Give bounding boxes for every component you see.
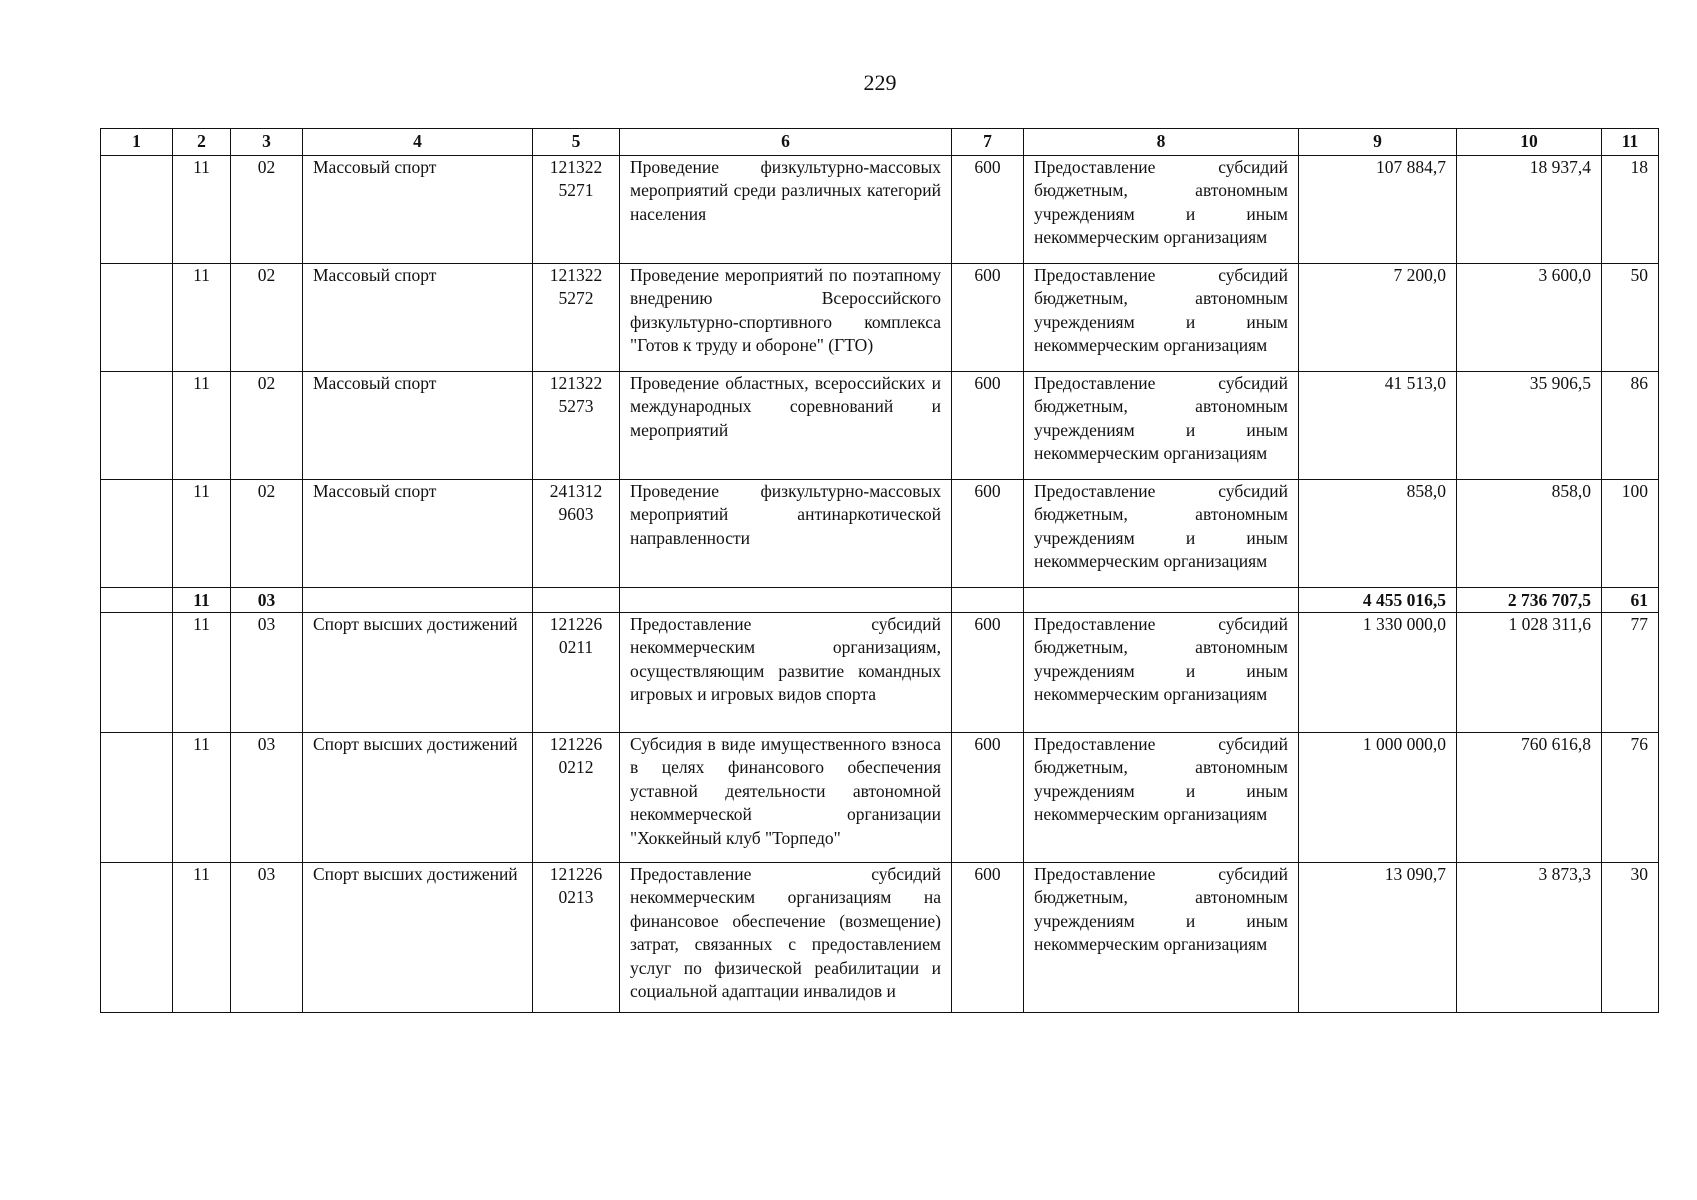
cell-target-code	[533, 863, 620, 1013]
cell-subsection-name	[303, 588, 533, 613]
cell-description	[620, 588, 952, 613]
cell-expense-type: 600	[952, 613, 1024, 733]
cell-section: 11	[173, 372, 231, 480]
cell-percent: 86	[1602, 372, 1659, 480]
cell-expense-type-name: Предоставление субсидий бюджетным, автономным учреждениям и иным некоммерческим организациям	[1024, 264, 1299, 372]
target-code-part1: 121226	[549, 734, 603, 754]
cell-actual: 3 873,3	[1457, 863, 1602, 1013]
table-row	[101, 480, 1659, 588]
cell-actual: 760 616,8	[1457, 733, 1602, 863]
cell-actual: 18 937,4	[1457, 156, 1602, 264]
cell-col1	[101, 372, 173, 480]
cell-percent: 30	[1602, 863, 1659, 1013]
cell-subsection: 02	[231, 480, 303, 588]
column-header: 3	[231, 129, 303, 156]
cell-target-code	[533, 733, 620, 863]
cell-section: 11	[173, 588, 231, 613]
cell-target-code	[533, 156, 620, 264]
cell-subsection-name: Массовый спорт	[303, 480, 533, 588]
column-header: 5	[533, 129, 620, 156]
cell-plan: 13 090,7	[1299, 863, 1457, 1013]
cell-section: 11	[173, 613, 231, 733]
target-code-part2: 0212	[558, 757, 594, 778]
cell-section: 11	[173, 156, 231, 264]
target-code-part1: 241312	[549, 481, 603, 501]
cell-col1	[101, 156, 173, 264]
column-header: 8	[1024, 129, 1299, 156]
cell-expense-type: 600	[952, 863, 1024, 1013]
cell-actual: 1 028 311,6	[1457, 613, 1602, 733]
column-header: 1	[101, 129, 173, 156]
cell-percent: 76	[1602, 733, 1659, 863]
table-row	[101, 372, 1659, 480]
column-header: 4	[303, 129, 533, 156]
cell-target-code	[533, 588, 620, 613]
target-code-part2: 5273	[558, 396, 594, 417]
cell-section: 11	[173, 264, 231, 372]
target-code-part2: 0213	[558, 887, 594, 908]
subtotal-row	[101, 588, 1659, 613]
cell-expense-type-name: Предоставление субсидий бюджетным, автономным учреждениям и иным некоммерческим организациям	[1024, 480, 1299, 588]
cell-plan: 107 884,7	[1299, 156, 1457, 264]
cell-actual: 2 736 707,5	[1457, 588, 1602, 613]
cell-subsection: 02	[231, 156, 303, 264]
target-code-part2: 5271	[558, 180, 594, 201]
column-header: 6	[620, 129, 952, 156]
cell-actual: 3 600,0	[1457, 264, 1602, 372]
cell-plan: 1 330 000,0	[1299, 613, 1457, 733]
table-row	[101, 613, 1659, 733]
cell-plan: 858,0	[1299, 480, 1457, 588]
cell-expense-type: 600	[952, 733, 1024, 863]
table-row	[101, 264, 1659, 372]
table-row	[101, 733, 1659, 863]
cell-plan: 41 513,0	[1299, 372, 1457, 480]
column-header: 10	[1457, 129, 1602, 156]
cell-expense-type-name: Предоставление субсидий бюджетным, автономным учреждениям и иным некоммерческим организациям	[1024, 372, 1299, 480]
cell-percent: 100	[1602, 480, 1659, 588]
target-code-part1: 121226	[549, 864, 603, 884]
target-code-part1: 121322	[549, 373, 603, 393]
cell-subsection-name: Массовый спорт	[303, 156, 533, 264]
cell-expense-type: 600	[952, 264, 1024, 372]
cell-subsection-name: Спорт высших достижений	[303, 613, 533, 733]
table-row	[101, 156, 1659, 264]
cell-subsection-name: Спорт высших достижений	[303, 863, 533, 1013]
table-row	[101, 863, 1659, 1013]
cell-expense-type	[952, 588, 1024, 613]
cell-expense-type: 600	[952, 156, 1024, 264]
cell-subsection-name: Массовый спорт	[303, 372, 533, 480]
cell-subsection: 03	[231, 733, 303, 863]
cell-subsection: 03	[231, 863, 303, 1013]
cell-expense-type-name	[1024, 588, 1299, 613]
cell-col1	[101, 588, 173, 613]
cell-plan: 1 000 000,0	[1299, 733, 1457, 863]
cell-col1	[101, 264, 173, 372]
cell-section: 11	[173, 733, 231, 863]
cell-subsection-name: Массовый спорт	[303, 264, 533, 372]
cell-col1	[101, 480, 173, 588]
target-code-part2: 9603	[558, 504, 594, 525]
cell-col1	[101, 613, 173, 733]
column-header: 7	[952, 129, 1024, 156]
target-code-part1: 121226	[549, 614, 603, 634]
cell-expense-type-name: Предоставление субсидий бюджетным, автономным учреждениям и иным некоммерческим организациям	[1024, 733, 1299, 863]
cell-expense-type: 600	[952, 480, 1024, 588]
cell-expense-type-name: Предоставление субсидий бюджетным, автономным учреждениям и иным некоммерческим организациям	[1024, 156, 1299, 264]
cell-percent: 77	[1602, 613, 1659, 733]
cell-target-code	[533, 372, 620, 480]
cell-plan: 4 455 016,5	[1299, 588, 1457, 613]
cell-plan: 7 200,0	[1299, 264, 1457, 372]
page-number: 229	[863, 70, 897, 95]
column-header: 11	[1602, 129, 1659, 156]
cell-percent: 61	[1602, 588, 1659, 613]
cell-percent: 18	[1602, 156, 1659, 264]
table-body	[101, 156, 1659, 1013]
cell-section: 11	[173, 863, 231, 1013]
cell-percent: 50	[1602, 264, 1659, 372]
cell-description: Предоставление субсидий некоммерческим организациям, осуществляющим развитие командных игровых и игровых видов спорта	[620, 613, 952, 733]
cell-subsection: 03	[231, 613, 303, 733]
cell-expense-type-name: Предоставление субсидий бюджетным, автономным учреждениям и иным некоммерческим организациям	[1024, 863, 1299, 1013]
cell-actual: 35 906,5	[1457, 372, 1602, 480]
cell-subsection: 03	[231, 588, 303, 613]
cell-subsection: 02	[231, 264, 303, 372]
cell-target-code	[533, 480, 620, 588]
cell-target-code	[533, 264, 620, 372]
header-row	[101, 129, 1659, 156]
cell-expense-type-name: Предоставление субсидий бюджетным, автономным учреждениям и иным некоммерческим организациям	[1024, 613, 1299, 733]
cell-description: Предоставление субсидий некоммерческим организациям на финансовое обеспечение (возмещение) затрат, связанных с предоставлением услуг по физической реабилитации и социальной адаптации инвалидов и	[620, 863, 952, 1013]
cell-col1	[101, 863, 173, 1013]
cell-subsection: 02	[231, 372, 303, 480]
budget-table	[100, 128, 1659, 1013]
cell-expense-type: 600	[952, 372, 1024, 480]
cell-target-code	[533, 613, 620, 733]
column-header: 9	[1299, 129, 1457, 156]
cell-section: 11	[173, 480, 231, 588]
cell-description: Проведение мероприятий по поэтапному внедрению Всероссийского физкультурно-спортивного комплекса "Готов к труду и обороне" (ГТО)	[620, 264, 952, 372]
cell-subsection-name: Спорт высших достижений	[303, 733, 533, 863]
cell-col1	[101, 733, 173, 863]
cell-description: Проведение физкультурно-массовых мероприятий среди различных категорий населения	[620, 156, 952, 264]
target-code-part2: 5272	[558, 288, 594, 309]
cell-description: Проведение физкультурно-массовых мероприятий антинаркотической направленности	[620, 480, 952, 588]
target-code-part1: 121322	[549, 265, 603, 285]
cell-description: Субсидия в виде имущественного взноса в целях финансового обеспечения уставной деятельности автономной некоммерческой организации "Хоккейный клуб "Торпедо"	[620, 733, 952, 863]
cell-description: Проведение областных, всероссийских и международных соревнований и мероприятий	[620, 372, 952, 480]
cell-actual: 858,0	[1457, 480, 1602, 588]
target-code-part2: 0211	[558, 637, 594, 658]
target-code-part1: 121322	[549, 157, 603, 177]
column-header: 2	[173, 129, 231, 156]
